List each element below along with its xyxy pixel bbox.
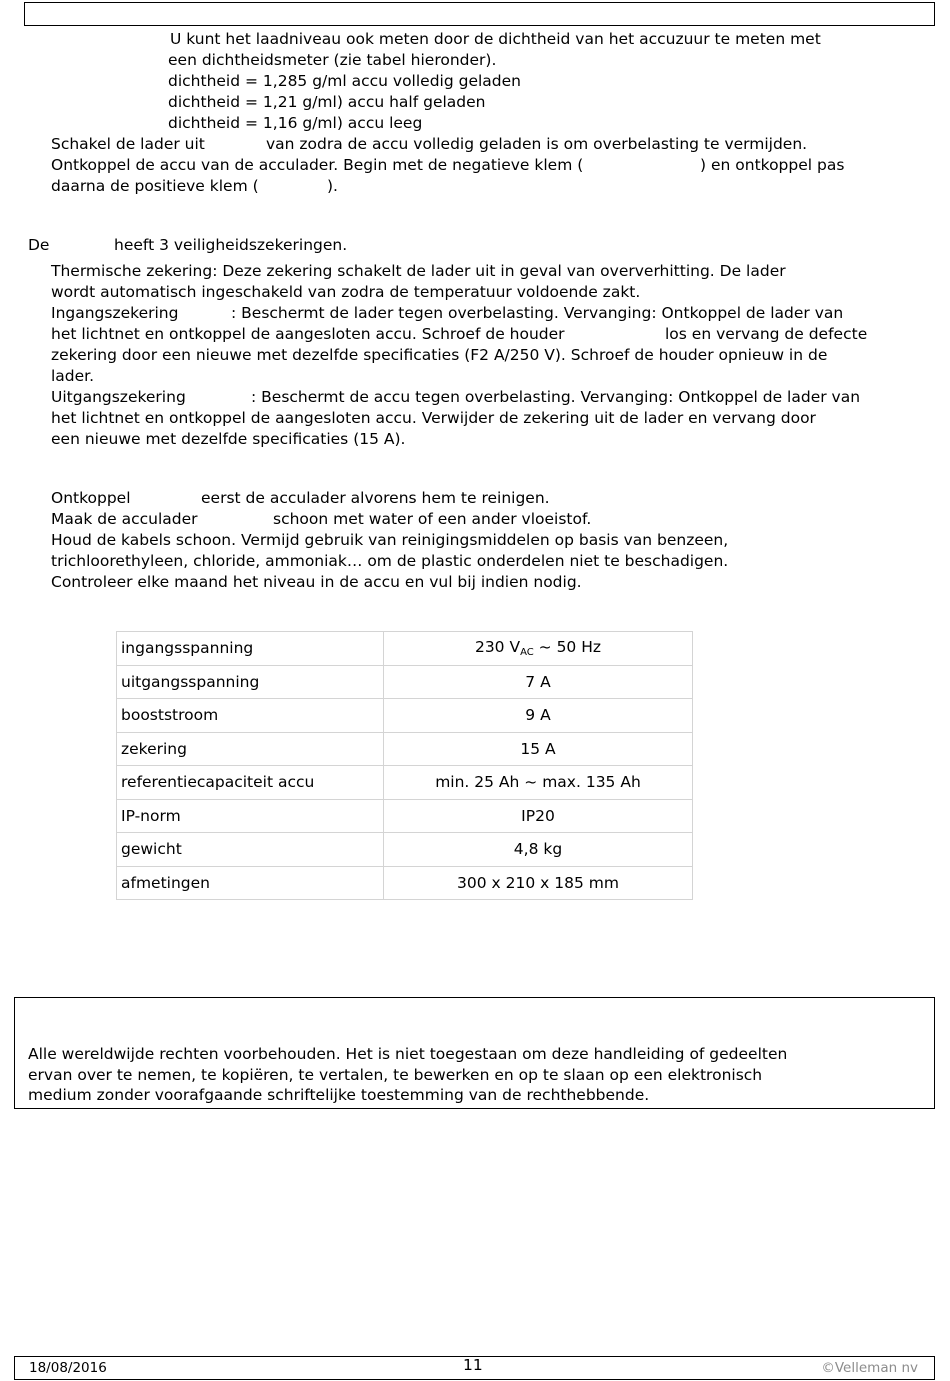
spec-label: uitgangsspanning bbox=[117, 665, 384, 699]
input-fuse-line-3: zekering door een nieuwe met dezelfde specificaties (F2 A/250 V). Schroef de houder opnieuw in de bbox=[51, 346, 828, 364]
header-box bbox=[24, 2, 935, 26]
page-number: 11 bbox=[463, 1356, 483, 1374]
table-row bbox=[117, 632, 693, 666]
copyright-line-3: medium zonder voorafgaande schriftelijke toestemming van de rechthebbende. bbox=[28, 1086, 650, 1104]
spec-label: gewicht bbox=[117, 833, 384, 867]
spec-label: referentiecapaciteit accu bbox=[117, 766, 384, 800]
output-fuse-line-3: een nieuwe met dezelfde specificaties (15 A). bbox=[51, 430, 406, 448]
disconnect-text-b: ) en ontkoppel pas bbox=[700, 156, 845, 174]
switch-off-text-a: Schakel de lader uit bbox=[51, 135, 205, 153]
input-fuse-line-2a: het lichtnet en ontkoppel de aangesloten accu. Schroef de houder bbox=[51, 325, 565, 343]
spec-value: 230 $V_{AC}$ ~ 50 Hz bbox=[384, 632, 693, 666]
switch-off-text-b: van zodra de accu volledig geladen is om overbelasting te vermijden. bbox=[266, 135, 808, 153]
disconnect-text-d: ). bbox=[327, 177, 338, 195]
output-fuse-line-1b: : Beschermt de accu tegen overbelasting. Vervanging: Ontkoppel de lader van bbox=[251, 388, 861, 406]
density-intro-line-1: U kunt het laadniveau ook meten door de dichtheid van het accuzuur te meten met bbox=[170, 30, 821, 48]
spec-value: 7 A bbox=[384, 665, 693, 699]
copyright-line-2: ervan over te nemen, te kopiëren, te vertalen, te bewerken en op te slaan op een elektronisch bbox=[28, 1066, 763, 1084]
cleaning-line-1a: Ontkoppel bbox=[51, 489, 131, 507]
spec-value: min. 25 Ah ~ max. 135 Ah bbox=[384, 766, 693, 800]
output-fuse-line-2: het lichtnet en ontkoppel de aangesloten accu. Verwijder de zekering uit de lader en vervang door bbox=[51, 409, 816, 427]
specs-table bbox=[116, 631, 693, 900]
spec-label: zekering bbox=[117, 732, 384, 766]
footer-date: 18/08/2016 bbox=[29, 1360, 107, 1376]
cleaning-line-2a: Maak de acculader bbox=[51, 510, 198, 528]
thermal-fuse-line-2: wordt automatisch ingeschakeld van zodra de temperatuur voldoende zakt. bbox=[51, 283, 641, 301]
input-fuse-line-2b: los en vervang de defecte bbox=[665, 325, 868, 343]
table-row bbox=[117, 732, 693, 766]
input-fuse-line-1b: : Beschermt de lader tegen overbelasting. Vervanging: Ontkoppel de lader van bbox=[231, 304, 844, 322]
spec-value: 15 A bbox=[384, 732, 693, 766]
disconnect-text-a: Ontkoppel de accu van de acculader. Begin met de negatieve klem ( bbox=[51, 156, 584, 174]
input-fuse-line-1a: Ingangszekering bbox=[51, 304, 179, 322]
table-row bbox=[117, 833, 693, 867]
spec-value: 4,8 kg bbox=[384, 833, 693, 867]
footer bbox=[14, 1356, 935, 1380]
table-row bbox=[117, 699, 693, 733]
density-half: dichtheid = 1,21 g/ml) accu half geladen bbox=[168, 93, 486, 111]
spec-value: 9 A bbox=[384, 699, 693, 733]
spec-label: ingangsspanning bbox=[117, 632, 384, 666]
output-fuse-line-1a: Uitgangszekering bbox=[51, 388, 186, 406]
cleaning-line-5: Controleer elke maand het niveau in de accu en vul bij indien nodig. bbox=[51, 573, 582, 591]
density-empty: dichtheid = 1,16 g/ml) accu leeg bbox=[168, 114, 423, 132]
table-row bbox=[117, 799, 693, 833]
fuses-intro-a: De bbox=[28, 236, 50, 254]
table-row bbox=[117, 766, 693, 800]
cleaning-line-2b: schoon met water of een ander vloeistof. bbox=[273, 510, 592, 528]
cleaning-line-1b: eerst de acculader alvorens hem te reinigen. bbox=[201, 489, 550, 507]
spec-label: afmetingen bbox=[117, 866, 384, 900]
spec-value: 300 x 210 x 185 mm bbox=[384, 866, 693, 900]
spec-label: IP-norm bbox=[117, 799, 384, 833]
density-full: dichtheid = 1,285 g/ml accu volledig geladen bbox=[168, 72, 521, 90]
table-row bbox=[117, 665, 693, 699]
density-intro-line-2: een dichtheidsmeter (zie tabel hieronder). bbox=[168, 51, 497, 69]
spec-label: booststroom bbox=[117, 699, 384, 733]
footer-brand: ©Velleman nv bbox=[821, 1360, 918, 1376]
copyright-line-1: Alle wereldwijde rechten voorbehouden. Het is niet toegestaan om deze handleiding of gedeelten bbox=[28, 1045, 788, 1063]
thermal-fuse-line-1: Thermische zekering: Deze zekering schakelt de lader uit in geval van oververhitting. De lader bbox=[51, 262, 786, 280]
cleaning-line-4: trichloorethyleen, chloride, ammoniak… om de plastic onderdelen niet te beschadigen. bbox=[51, 552, 729, 570]
fuses-intro-b: heeft 3 veiligheidszekeringen. bbox=[114, 236, 348, 254]
cleaning-line-3: Houd de kabels schoon. Vermijd gebruik van reinigingsmiddelen op basis van benzeen, bbox=[51, 531, 729, 549]
spec-value: IP20 bbox=[384, 799, 693, 833]
disconnect-text-c: daarna de positieve klem ( bbox=[51, 177, 259, 195]
table-row bbox=[117, 866, 693, 900]
input-fuse-line-4: lader. bbox=[51, 367, 95, 385]
